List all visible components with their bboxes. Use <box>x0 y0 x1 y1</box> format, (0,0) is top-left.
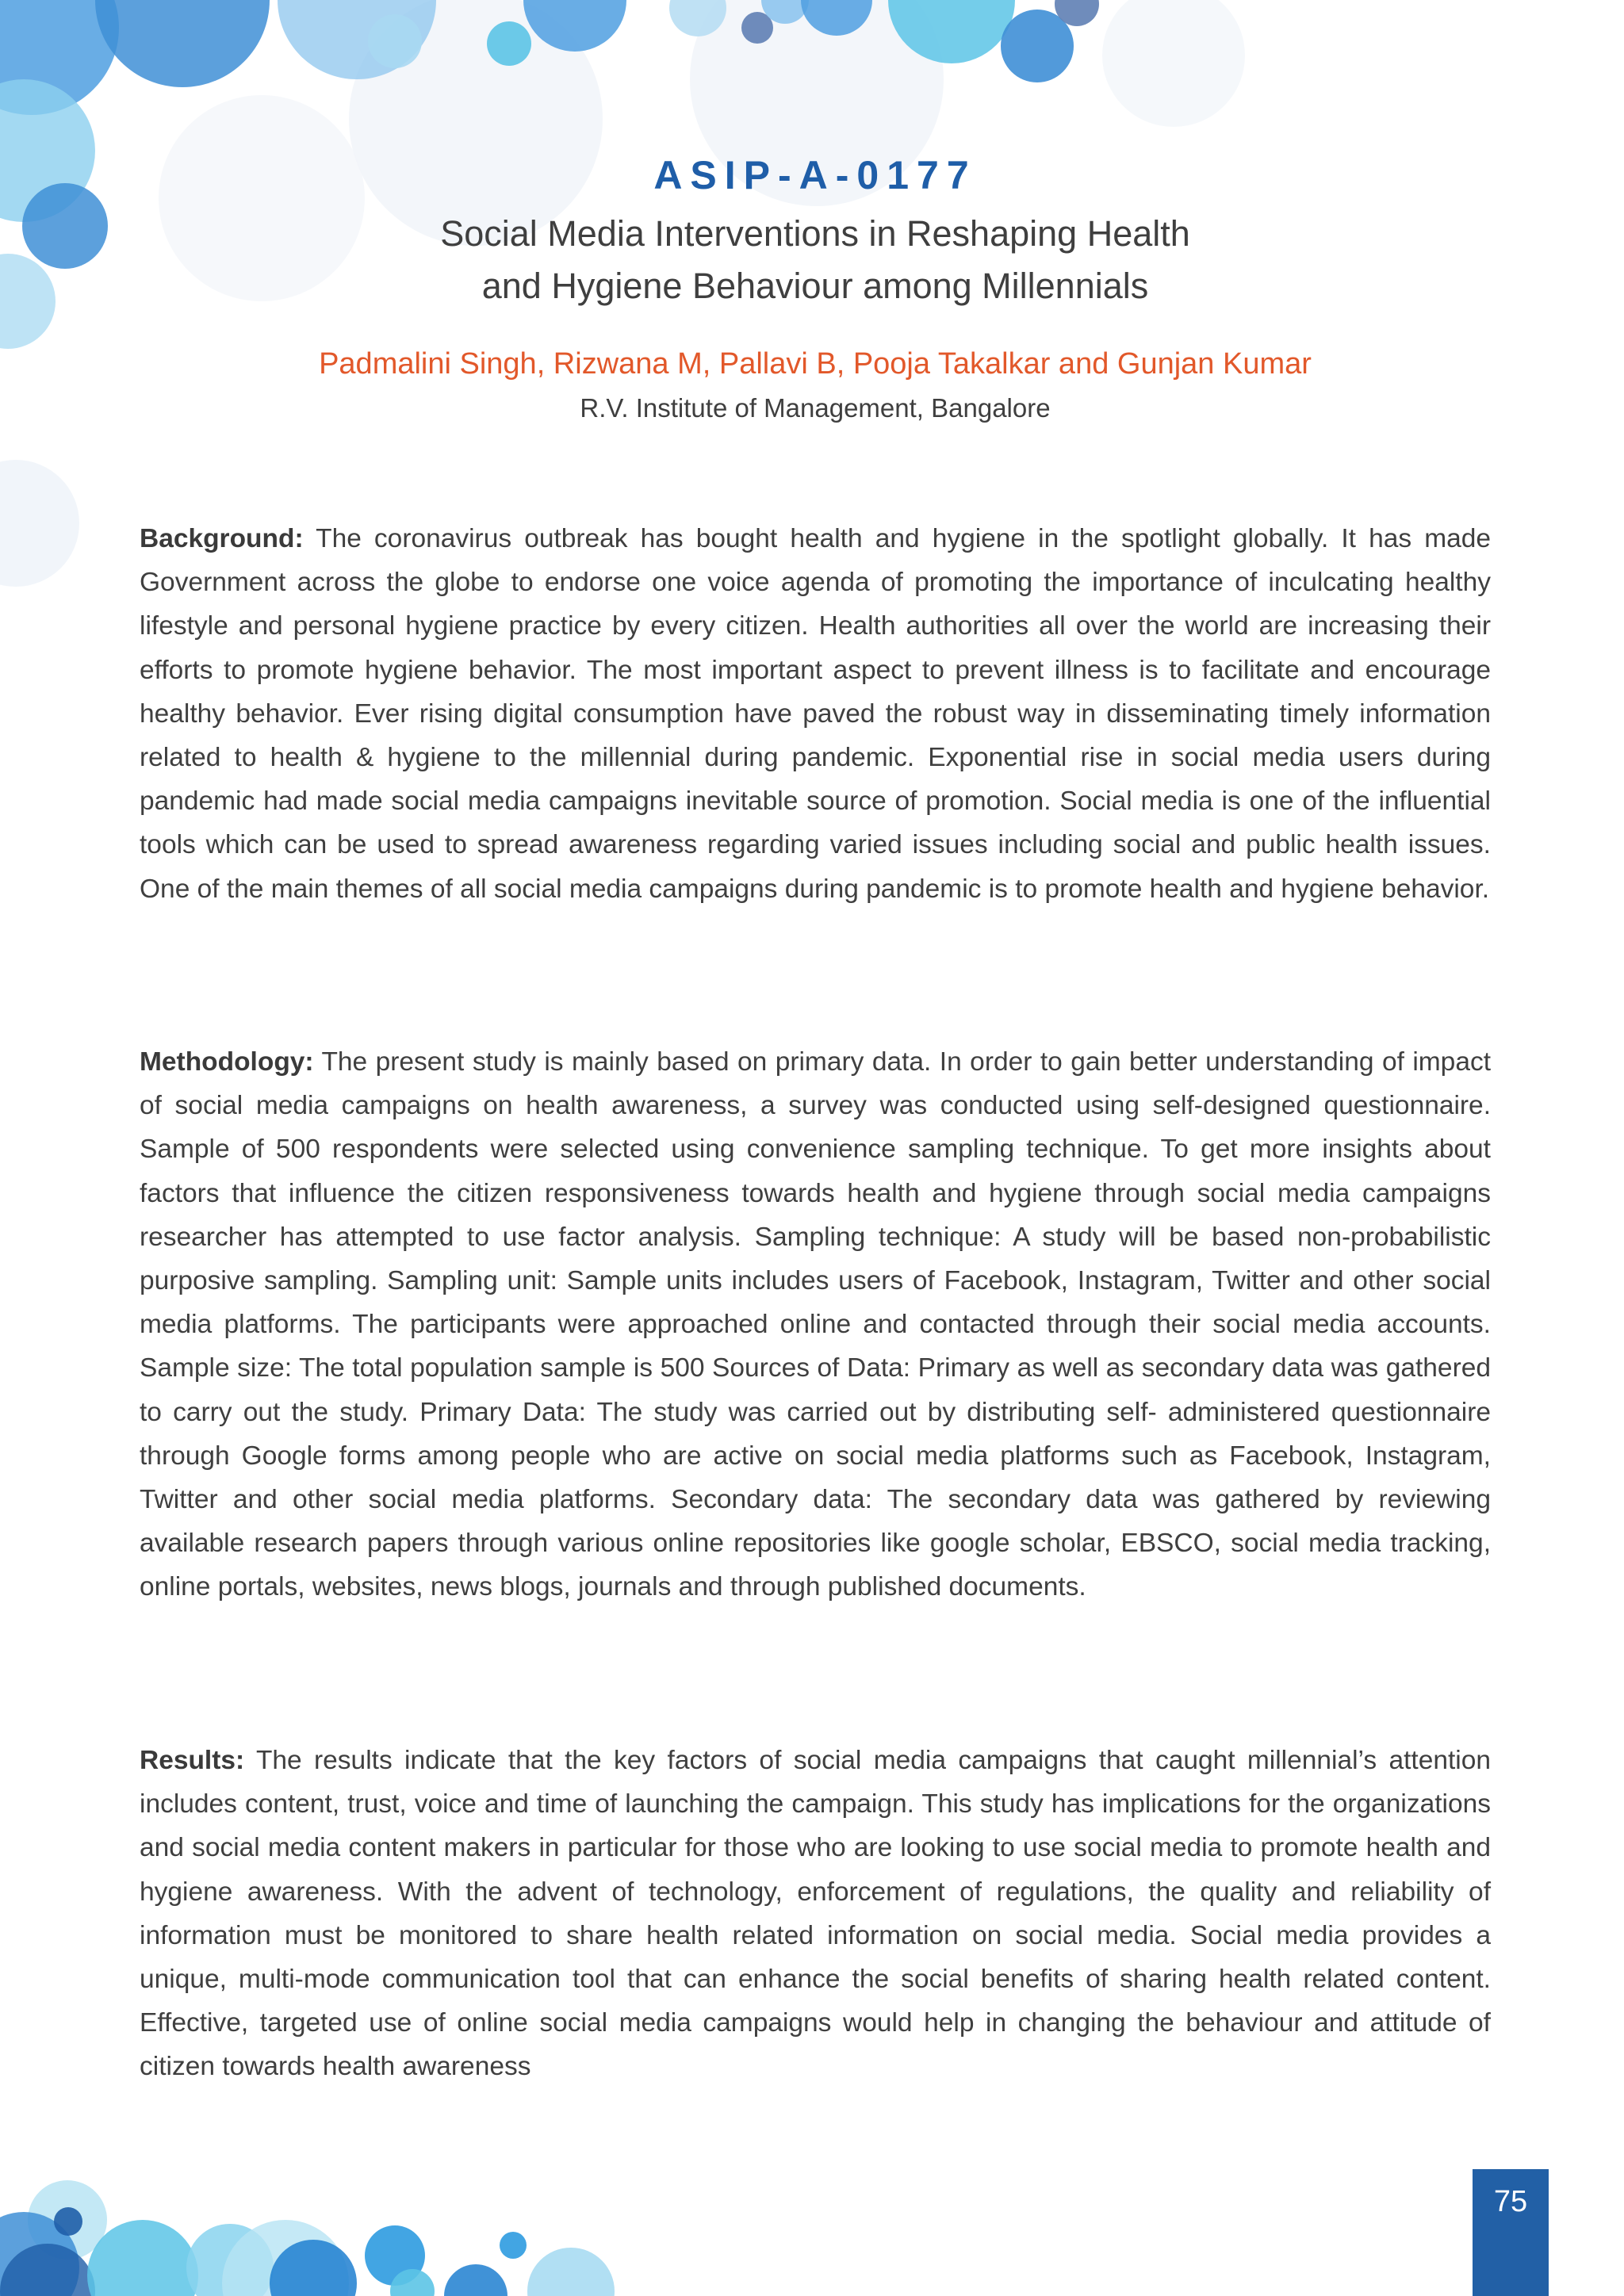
author-list: Padmalini Singh, Rizwana M, Pallavi B, Pooja Takalkar and Gunjan Kumar <box>319 347 1312 381</box>
page-number-badge <box>1473 2169 1549 2296</box>
affiliation: R.V. Institute of Management, Bangalore <box>580 393 1051 423</box>
title-line-1: Social Media Interventions in Reshaping Health <box>440 213 1190 254</box>
results-section <box>140 1739 1491 2089</box>
methodology-text: The present study is mainly based on primary data. In order to gain better understanding of impact of social media campaigns on health awareness, a survey was conducted using self-designed questionnaire. Sample of 500 respondents were selected using convenience sampling technique. To get more insights about factors that influence the citizen responsiveness towards health and hygiene through social media campaigns researcher has attempted to use factor analysis. Sampling technique: A study will be based non-probabilistic purposive sampling. Sampling unit: Sample units includes users of Facebook, Instagram, Twitter and other social media platforms. The participants were approached online and contacted through their social media accounts. Sample size: The total population sample is 500 Sources of Data: Primary as well as secondary data was gathered to carry out the study. Primary Data: The study was carried out by distributing self- administered questionnaire through Google forms among people who are active on social media platforms such as Facebook, Instagram, Twitter and other social media platforms. Secondary data: The secondary data was gathered by reviewing available research papers through various online repositories like google scholar, EBSCO, social media tracking, online portals, websites, news blogs, journals and through published documents. <box>140 1047 1492 1602</box>
methodology-label: Methodology: <box>140 1047 314 1077</box>
results-label: Results: <box>140 1746 245 1775</box>
background-section <box>140 517 1491 911</box>
methodology-section <box>140 1040 1491 1609</box>
title-line-2: and Hygiene Behaviour among Millennials <box>481 266 1149 306</box>
results-text: The results indicate that the key factors of social media campaigns that caught millennial’s attention includes content, trust, voice and time of launching the campaign. This study has implications for the organizations and social media content makers in particular for those who are looking to use social media to promote health and hygiene awareness. With the advent of technology, enforcement of regulations, the quality and reliability of information must be monitored to share health related information on social media. Social media provides a unique, multi-mode communication tool that can enhance the social benefits of sharing health related content. Effective, targeted use of online social media campaigns would help in changing the behaviour and attitude of citizen towards health awareness <box>140 1746 1491 2082</box>
paper-title <box>140 208 1491 312</box>
page-number: 75 <box>1493 2185 1528 2218</box>
abstract-code: ASIP-A-0177 <box>653 153 977 197</box>
background-label: Background: <box>140 524 304 553</box>
background-text: The coronavirus outbreak has bought health and hygiene in the spotlight globally. It has made Government across the globe to endorse one voice agenda of promoting the importance of inculcating healthy lifestyle and personal hygiene practice by every citizen. Health authorities all over the world are increasing their efforts to promote hygiene behavior. The most important aspect to prevent illness is to facilitate and encourage healthy behavior. Ever rising digital consumption have paved the robust way in disseminating timely information related to health & hygiene to the millennial during pandemic. Exponential rise in social media users during pandemic had made social media campaigns inevitable source of promotion. Social media is one of the influential tools which can be used to spread awareness regarding varied issues including social and public health issues. One of the main themes of all social media campaigns during pandemic is to promote health and hygiene behavior. <box>140 524 1491 904</box>
